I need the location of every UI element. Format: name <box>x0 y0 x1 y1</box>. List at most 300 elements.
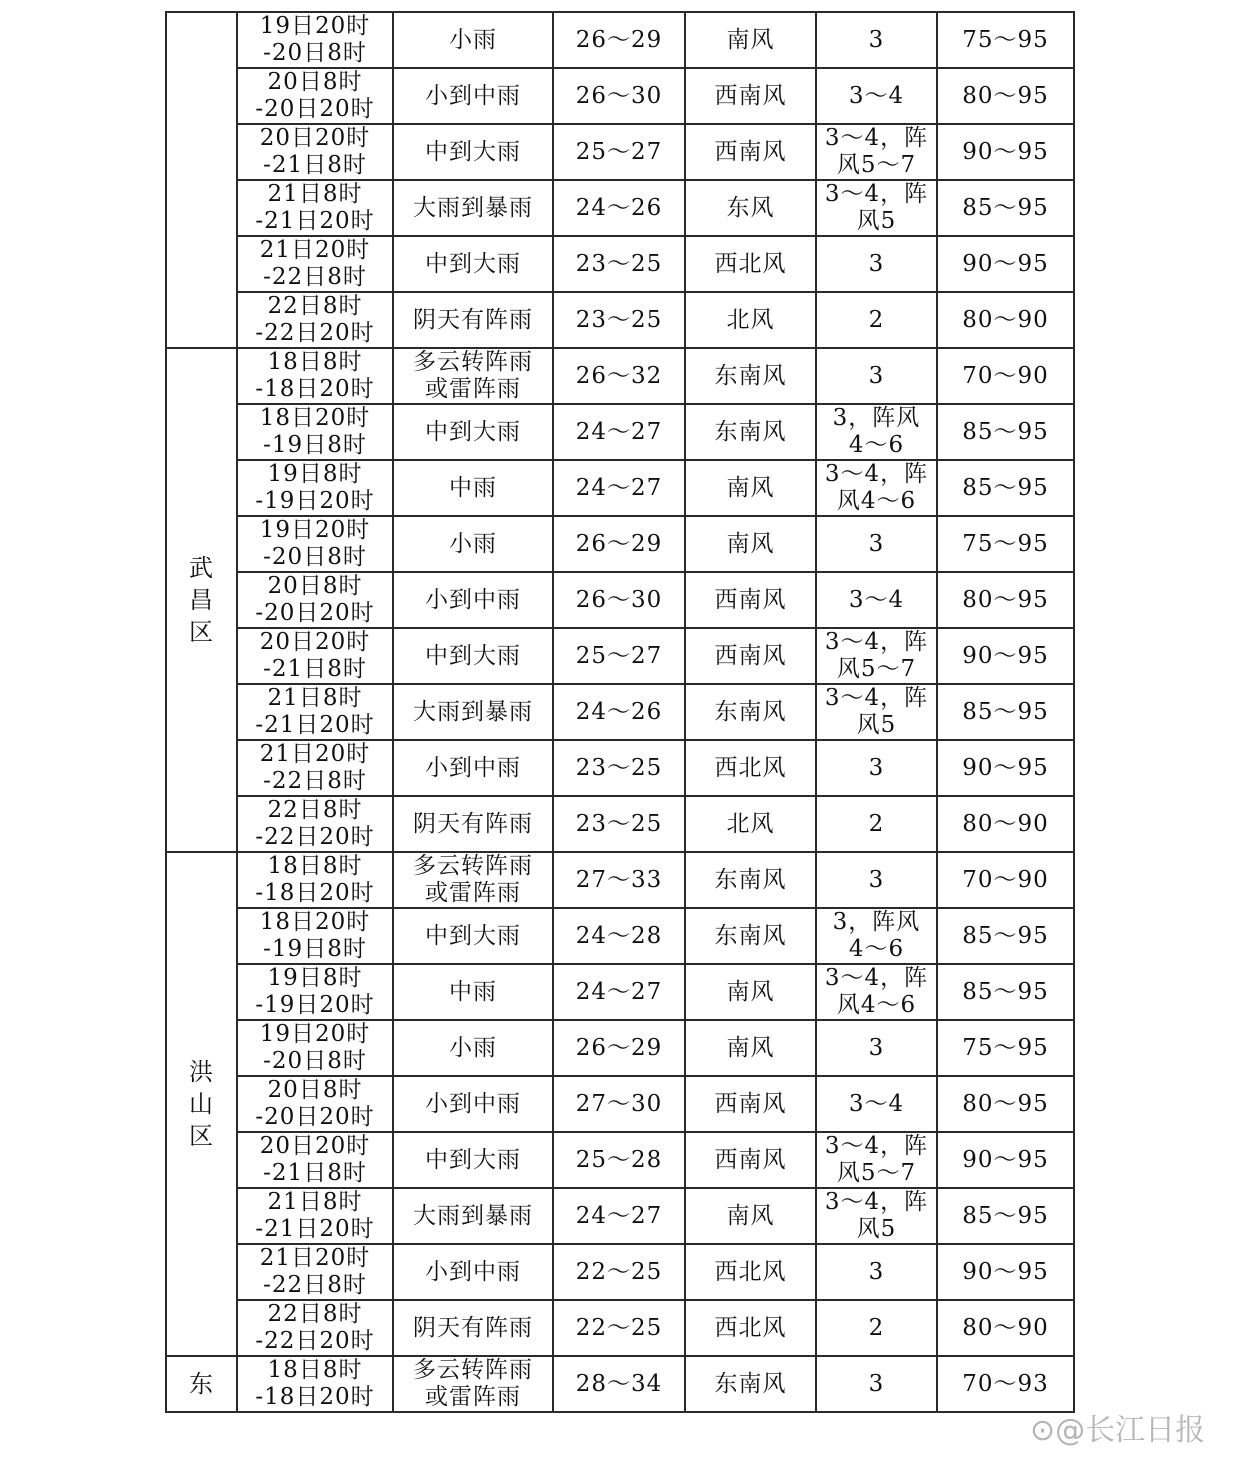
wind-level-line: 3～4，阵 <box>824 1133 929 1159</box>
temperature-cell <box>553 852 685 908</box>
wind-level-line: 2 <box>868 810 885 837</box>
temperature-value: 25～28 <box>575 1146 663 1173</box>
time-line: -22日8时 <box>263 1272 367 1298</box>
time-line: -21日8时 <box>263 1160 367 1186</box>
time-line: 18日8时 <box>267 1357 363 1383</box>
weather-cell <box>393 348 553 404</box>
temperature-cell <box>553 236 685 292</box>
temperature-cell <box>553 572 685 628</box>
wind-direction-cell <box>685 348 816 404</box>
time-line: -18日20时 <box>255 1384 375 1410</box>
wind-level-line: 风4～6 <box>836 488 917 514</box>
wind-level-line: 3 <box>868 1258 885 1285</box>
table-row <box>166 852 1074 908</box>
weather-line: 或雷阵雨 <box>425 376 521 402</box>
weather-cell <box>393 236 553 292</box>
humidity-cell <box>937 964 1074 1020</box>
humidity-value: 75～95 <box>962 530 1049 557</box>
wind-level-line: 2 <box>868 306 885 333</box>
humidity-cell <box>937 1188 1074 1244</box>
time-line: 20日20时 <box>259 629 371 655</box>
time-line: -20日8时 <box>263 1048 367 1074</box>
temperature-value: 26～32 <box>575 362 663 389</box>
wind-direction-cell <box>685 1076 816 1132</box>
humidity-cell <box>937 292 1074 348</box>
time-line: 20日8时 <box>267 573 363 599</box>
temperature-cell <box>553 292 685 348</box>
humidity-value: 80～95 <box>962 586 1049 613</box>
wind-direction-cell <box>685 740 816 796</box>
temperature-cell <box>553 404 685 460</box>
weather-cell <box>393 572 553 628</box>
temperature-cell <box>553 124 685 180</box>
temperature-cell <box>553 68 685 124</box>
weather-line: 小到中雨 <box>425 754 521 781</box>
time-cell <box>237 628 393 684</box>
humidity-value: 90～95 <box>962 138 1049 165</box>
weather-cell <box>393 1244 553 1300</box>
wind-direction-cell <box>685 180 816 236</box>
time-cell <box>237 1356 393 1412</box>
district-label: 武昌区 <box>189 554 214 646</box>
wind-level-line: 风4～6 <box>836 992 917 1018</box>
temperature-value: 25～27 <box>575 138 663 165</box>
wind-direction-value: 东风 <box>726 194 775 221</box>
table-row <box>166 236 1074 292</box>
weather-line: 中到大雨 <box>425 250 521 277</box>
humidity-cell <box>937 1132 1074 1188</box>
time-line: -21日20时 <box>255 208 375 234</box>
temperature-value: 24～28 <box>575 922 663 949</box>
temperature-value: 23～25 <box>575 306 663 333</box>
humidity-cell <box>937 572 1074 628</box>
humidity-cell <box>937 1020 1074 1076</box>
wind-level-line: 3～4，阵 <box>824 181 929 207</box>
district-cell <box>166 12 237 348</box>
time-cell <box>237 292 393 348</box>
weather-line: 多云转阵雨 <box>413 853 533 879</box>
table-row <box>166 292 1074 348</box>
wind-level-line: 3 <box>868 250 885 277</box>
temperature-value: 23～25 <box>575 250 663 277</box>
humidity-cell <box>937 404 1074 460</box>
humidity-value: 85～95 <box>962 1202 1049 1229</box>
weather-cell <box>393 1020 553 1076</box>
humidity-value: 80～90 <box>962 306 1049 333</box>
humidity-value: 70～93 <box>962 1370 1049 1397</box>
weather-line: 小到中雨 <box>425 1258 521 1285</box>
humidity-value: 80～90 <box>962 1314 1049 1341</box>
wind-level-line: 风5 <box>856 208 897 234</box>
weather-cell <box>393 1188 553 1244</box>
temperature-cell <box>553 796 685 852</box>
table-row <box>166 1020 1074 1076</box>
wind-level-line: 4～6 <box>848 432 905 458</box>
weather-line: 阴天有阵雨 <box>413 1314 533 1341</box>
wind-level-cell <box>816 852 937 908</box>
time-line: -18日20时 <box>255 376 375 402</box>
humidity-cell <box>937 236 1074 292</box>
time-line: 21日8时 <box>267 685 363 711</box>
wind-direction-value: 南风 <box>726 474 775 501</box>
table-row <box>166 964 1074 1020</box>
time-line: 20日8时 <box>267 1077 363 1103</box>
wind-direction-cell <box>685 572 816 628</box>
time-line: 21日20时 <box>259 741 371 767</box>
wind-level-line: 风5～7 <box>836 152 917 178</box>
wind-level-line: 4～6 <box>848 936 905 962</box>
wind-direction-cell <box>685 964 816 1020</box>
wind-direction-value: 东南风 <box>714 1370 787 1397</box>
wind-level-line: 3，阵风 <box>832 405 921 431</box>
wind-direction-cell <box>685 292 816 348</box>
humidity-value: 85～95 <box>962 698 1049 725</box>
wind-level-cell <box>816 1132 937 1188</box>
table-row <box>166 180 1074 236</box>
humidity-cell <box>937 1300 1074 1356</box>
temperature-value: 27～30 <box>575 1090 663 1117</box>
table-row <box>166 516 1074 572</box>
wind-direction-value: 东南风 <box>714 418 787 445</box>
time-cell <box>237 1076 393 1132</box>
wind-direction-value: 西南风 <box>714 642 787 669</box>
time-line: 19日8时 <box>267 461 363 487</box>
humidity-value: 80～95 <box>962 1090 1049 1117</box>
temperature-value: 22～25 <box>575 1314 663 1341</box>
humidity-value: 85～95 <box>962 194 1049 221</box>
wind-direction-value: 西北风 <box>714 1314 787 1341</box>
wind-level-line: 3～4，阵 <box>824 125 929 151</box>
time-cell <box>237 1300 393 1356</box>
table-row <box>166 908 1074 964</box>
weather-cell <box>393 12 553 68</box>
time-cell <box>237 740 393 796</box>
wind-direction-cell <box>685 404 816 460</box>
time-line: -19日20时 <box>255 488 375 514</box>
time-cell <box>237 1244 393 1300</box>
wind-direction-value: 西南风 <box>714 586 787 613</box>
weather-cell <box>393 684 553 740</box>
wind-direction-cell <box>685 460 816 516</box>
temperature-cell <box>553 516 685 572</box>
temperature-cell <box>553 684 685 740</box>
table-row <box>166 1076 1074 1132</box>
humidity-cell <box>937 852 1074 908</box>
time-line: -22日8时 <box>263 264 367 290</box>
temperature-value: 23～25 <box>575 754 663 781</box>
temperature-cell <box>553 180 685 236</box>
weather-cell <box>393 628 553 684</box>
wind-direction-cell <box>685 908 816 964</box>
time-line: 22日8时 <box>267 1301 363 1327</box>
wind-level-line: 3 <box>868 362 885 389</box>
wind-level-cell <box>816 348 937 404</box>
weather-line: 小到中雨 <box>425 82 521 109</box>
humidity-value: 85～95 <box>962 978 1049 1005</box>
humidity-cell <box>937 740 1074 796</box>
wind-level-cell <box>816 68 937 124</box>
wind-direction-cell <box>685 852 816 908</box>
weather-line: 大雨到暴雨 <box>413 1202 533 1229</box>
time-line: 22日8时 <box>267 797 363 823</box>
time-line: -18日20时 <box>255 880 375 906</box>
wind-level-cell <box>816 1076 937 1132</box>
time-line: 21日20时 <box>259 237 371 263</box>
wind-direction-value: 东南风 <box>714 866 787 893</box>
wind-direction-value: 南风 <box>726 1034 775 1061</box>
humidity-cell <box>937 1244 1074 1300</box>
temperature-cell <box>553 1244 685 1300</box>
temperature-cell <box>553 740 685 796</box>
weather-line: 中到大雨 <box>425 418 521 445</box>
table-row <box>166 12 1074 68</box>
wind-level-line: 风5 <box>856 1216 897 1242</box>
temperature-value: 26～30 <box>575 82 663 109</box>
temperature-cell <box>553 628 685 684</box>
weather-cell <box>393 180 553 236</box>
time-line: 20日20时 <box>259 1133 371 1159</box>
weather-line: 小到中雨 <box>425 1090 521 1117</box>
temperature-value: 24～27 <box>575 474 663 501</box>
temperature-cell <box>553 1020 685 1076</box>
humidity-value: 80～90 <box>962 810 1049 837</box>
wind-level-cell <box>816 1020 937 1076</box>
wind-level-line: 3 <box>868 754 885 781</box>
wind-level-line: 3 <box>868 1034 885 1061</box>
wind-direction-cell <box>685 516 816 572</box>
wind-direction-value: 西北风 <box>714 1258 787 1285</box>
humidity-cell <box>937 12 1074 68</box>
time-line: 19日20时 <box>259 517 371 543</box>
humidity-cell <box>937 1356 1074 1412</box>
time-line: 20日20时 <box>259 125 371 151</box>
temperature-cell <box>553 1300 685 1356</box>
weather-cell <box>393 796 553 852</box>
wind-direction-value: 北风 <box>726 306 775 333</box>
time-line: -20日8时 <box>263 40 367 66</box>
wind-level-line: 3 <box>868 26 885 53</box>
table-row <box>166 68 1074 124</box>
table-row <box>166 1300 1074 1356</box>
wind-direction-value: 北风 <box>726 810 775 837</box>
time-cell <box>237 852 393 908</box>
time-line: 19日20时 <box>259 13 371 39</box>
temperature-value: 26～29 <box>575 1034 663 1061</box>
weather-line: 或雷阵雨 <box>425 880 521 906</box>
wind-level-cell <box>816 1300 937 1356</box>
temperature-cell <box>553 1188 685 1244</box>
temperature-value: 27～33 <box>575 866 663 893</box>
wind-level-cell <box>816 1188 937 1244</box>
wind-direction-value: 西南风 <box>714 1146 787 1173</box>
temperature-value: 24～27 <box>575 978 663 1005</box>
wind-direction-cell <box>685 1020 816 1076</box>
time-line: 21日8时 <box>267 1189 363 1215</box>
wind-level-line: 3～4 <box>848 1090 905 1117</box>
wind-level-line: 风5～7 <box>836 1160 917 1186</box>
humidity-value: 85～95 <box>962 418 1049 445</box>
time-line: 22日8时 <box>267 293 363 319</box>
weather-cell <box>393 68 553 124</box>
wind-level-line: 3～4，阵 <box>824 965 929 991</box>
weather-line: 中到大雨 <box>425 922 521 949</box>
humidity-value: 75～95 <box>962 1034 1049 1061</box>
wind-direction-cell <box>685 124 816 180</box>
time-line: -20日20时 <box>255 1104 375 1130</box>
wind-direction-cell <box>685 1356 816 1412</box>
time-line: -20日20时 <box>255 96 375 122</box>
time-line: -22日20时 <box>255 320 375 346</box>
time-cell <box>237 516 393 572</box>
time-cell <box>237 1188 393 1244</box>
time-cell <box>237 348 393 404</box>
humidity-cell <box>937 684 1074 740</box>
weather-line: 大雨到暴雨 <box>413 698 533 725</box>
weather-cell <box>393 740 553 796</box>
temperature-value: 24～26 <box>575 194 663 221</box>
district-cell <box>166 1356 237 1412</box>
wind-level-cell <box>816 628 937 684</box>
time-cell <box>237 908 393 964</box>
temperature-value: 26～30 <box>575 586 663 613</box>
wind-level-line: 风5～7 <box>836 656 917 682</box>
humidity-cell <box>937 124 1074 180</box>
wind-level-line: 3～4，阵 <box>824 629 929 655</box>
table-row <box>166 124 1074 180</box>
time-line: -22日8时 <box>263 768 367 794</box>
wind-level-cell <box>816 236 937 292</box>
wind-direction-value: 西南风 <box>714 82 787 109</box>
time-line: -20日20时 <box>255 600 375 626</box>
humidity-cell <box>937 796 1074 852</box>
time-line: -20日8时 <box>263 544 367 570</box>
temperature-cell <box>553 460 685 516</box>
wind-level-line: 3～4，阵 <box>824 461 929 487</box>
wind-direction-cell <box>685 236 816 292</box>
wind-level-cell <box>816 684 937 740</box>
temperature-value: 26～29 <box>575 26 663 53</box>
time-cell <box>237 572 393 628</box>
wind-direction-cell <box>685 628 816 684</box>
temperature-value: 26～29 <box>575 530 663 557</box>
weather-cell <box>393 124 553 180</box>
wind-direction-cell <box>685 1300 816 1356</box>
time-line: -21日20时 <box>255 1216 375 1242</box>
table-row <box>166 796 1074 852</box>
wind-direction-value: 南风 <box>726 978 775 1005</box>
wind-direction-cell <box>685 684 816 740</box>
wind-level-cell <box>816 180 937 236</box>
time-cell <box>237 124 393 180</box>
wind-level-line: 3，阵风 <box>832 909 921 935</box>
temperature-value: 28～34 <box>575 1370 663 1397</box>
wind-level-cell <box>816 124 937 180</box>
table-row <box>166 1356 1074 1412</box>
weather-cell <box>393 1356 553 1412</box>
temperature-cell <box>553 964 685 1020</box>
wind-level-line: 3 <box>868 530 885 557</box>
table-row <box>166 684 1074 740</box>
time-line: 18日20时 <box>259 909 371 935</box>
table-row <box>166 1188 1074 1244</box>
wind-level-cell <box>816 908 937 964</box>
table-row <box>166 348 1074 404</box>
table-row <box>166 740 1074 796</box>
temperature-value: 24～27 <box>575 418 663 445</box>
wind-direction-cell <box>685 12 816 68</box>
time-line: -21日8时 <box>263 656 367 682</box>
weather-line: 多云转阵雨 <box>413 349 533 375</box>
wind-level-line: 3～4，阵 <box>824 685 929 711</box>
humidity-cell <box>937 348 1074 404</box>
time-line: -21日20时 <box>255 712 375 738</box>
temperature-value: 22～25 <box>575 1258 663 1285</box>
time-line: 20日8时 <box>267 69 363 95</box>
table-row <box>166 628 1074 684</box>
wind-level-line: 2 <box>868 1314 885 1341</box>
temperature-value: 23～25 <box>575 810 663 837</box>
weather-cell <box>393 1300 553 1356</box>
wind-level-cell <box>816 292 937 348</box>
weather-line: 阴天有阵雨 <box>413 306 533 333</box>
wind-level-line: 3～4 <box>848 586 905 613</box>
time-line: 21日8时 <box>267 181 363 207</box>
wind-direction-cell <box>685 1188 816 1244</box>
weather-cell <box>393 1076 553 1132</box>
humidity-cell <box>937 1076 1074 1132</box>
temperature-cell <box>553 348 685 404</box>
wind-level-cell <box>816 460 937 516</box>
wind-direction-cell <box>685 68 816 124</box>
humidity-cell <box>937 908 1074 964</box>
weather-cell <box>393 292 553 348</box>
wind-direction-value: 东南风 <box>714 922 787 949</box>
weather-line: 中到大雨 <box>425 138 521 165</box>
wind-level-cell <box>816 964 937 1020</box>
wind-level-cell <box>816 516 937 572</box>
district-label: 洪山区 <box>189 1058 214 1150</box>
time-cell <box>237 1132 393 1188</box>
humidity-value: 85～95 <box>962 922 1049 949</box>
time-cell <box>237 796 393 852</box>
wind-direction-cell <box>685 1244 816 1300</box>
humidity-value: 80～95 <box>962 82 1049 109</box>
wind-level-line: 3 <box>868 866 885 893</box>
weather-cell <box>393 460 553 516</box>
humidity-value: 70～90 <box>962 866 1049 893</box>
time-line: -22日20时 <box>255 824 375 850</box>
time-cell <box>237 236 393 292</box>
time-line: 18日20时 <box>259 405 371 431</box>
weather-cell <box>393 516 553 572</box>
table-row <box>166 1132 1074 1188</box>
weather-line: 中雨 <box>449 978 497 1005</box>
weather-line: 大雨到暴雨 <box>413 194 533 221</box>
temperature-cell <box>553 12 685 68</box>
time-cell <box>237 12 393 68</box>
time-line: 19日8时 <box>267 965 363 991</box>
weather-line: 中雨 <box>449 474 497 501</box>
table-row <box>166 1244 1074 1300</box>
temperature-value: 25～27 <box>575 642 663 669</box>
time-line: 19日20时 <box>259 1021 371 1047</box>
wind-direction-value: 南风 <box>726 530 775 557</box>
weather-cell <box>393 852 553 908</box>
wind-direction-value: 东南风 <box>714 362 787 389</box>
humidity-value: 90～95 <box>962 1258 1049 1285</box>
wind-direction-value: 西北风 <box>714 250 787 277</box>
time-cell <box>237 68 393 124</box>
